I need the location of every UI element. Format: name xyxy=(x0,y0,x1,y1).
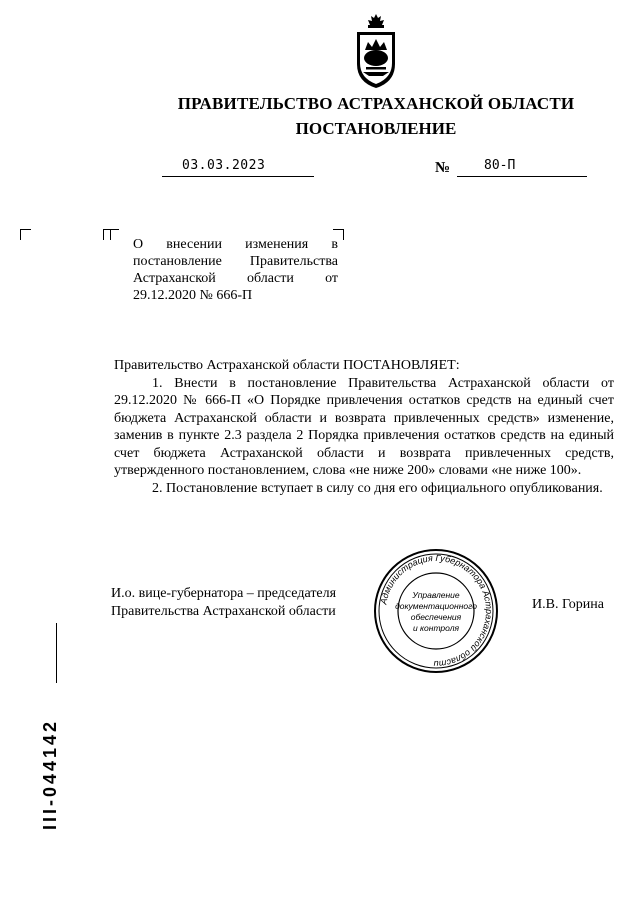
coat-of-arms-emblem xyxy=(353,12,399,90)
stamp-center-line-3: обеспечения xyxy=(410,612,462,622)
signatory-role-line-1: И.о. вице-губернатора – председателя xyxy=(111,586,337,601)
stamp-center-line-2: документационного xyxy=(395,601,477,611)
date-underline xyxy=(162,175,314,177)
stamp-ring-text: Администрация Губернатора Астраханской области xyxy=(378,552,495,670)
body-intro: Правительство Астраханской области ПОСТАНОВЛЯЕТ: xyxy=(114,358,460,373)
document-subject: О внесении изменения в постановление Правительства Астраханской области от 29.12.2020 № 666-П xyxy=(133,237,338,303)
corner-mark-left xyxy=(20,229,31,240)
corner-mark-title-left-inner xyxy=(110,229,119,240)
signatory-role-line-2: Правительства Астраханской области xyxy=(111,604,336,619)
official-stamp xyxy=(373,548,499,674)
stamp-center-line-4: и контроля xyxy=(412,623,460,633)
document-date: 03.03.2023 xyxy=(182,158,266,173)
stamp-center-line-1: Управление xyxy=(412,590,460,600)
body-paragraph-1: 1. Внести в постановление Правительства Астраханской области от 29.12.2020 № 666-П «О Порядке привлечения остатков средств на единый счет бюджета Астраханской области и возврата привлеченных средств» изменение, заменив в пункте 2.3 раздела 2 Порядка привлечения остатков средств на единый счет бюджета Астраханской области и возврата привлеченных средств, утвержденного постановлением, слова «не ниже 200» словами «не ниже 100». xyxy=(114,375,614,478)
document-body xyxy=(114,357,614,497)
body-paragraph-2: 2. Постановление вступает в силу со дня его официального опубликования. xyxy=(152,480,603,496)
margin-rule xyxy=(56,623,57,683)
number-underline xyxy=(457,175,587,177)
signatory-role xyxy=(111,585,336,621)
number-sign: № xyxy=(435,160,451,176)
organization-title: ПРАВИТЕЛЬСТВО АСТРАХАНСКОЙ ОБЛАСТИ xyxy=(177,94,575,113)
document-number: 80-П xyxy=(484,158,516,173)
document-type: ПОСТАНОВЛЕНИЕ xyxy=(295,119,457,138)
serial-number: III-044142 xyxy=(40,718,60,830)
signatory-name: И.В. Горина xyxy=(532,597,605,612)
